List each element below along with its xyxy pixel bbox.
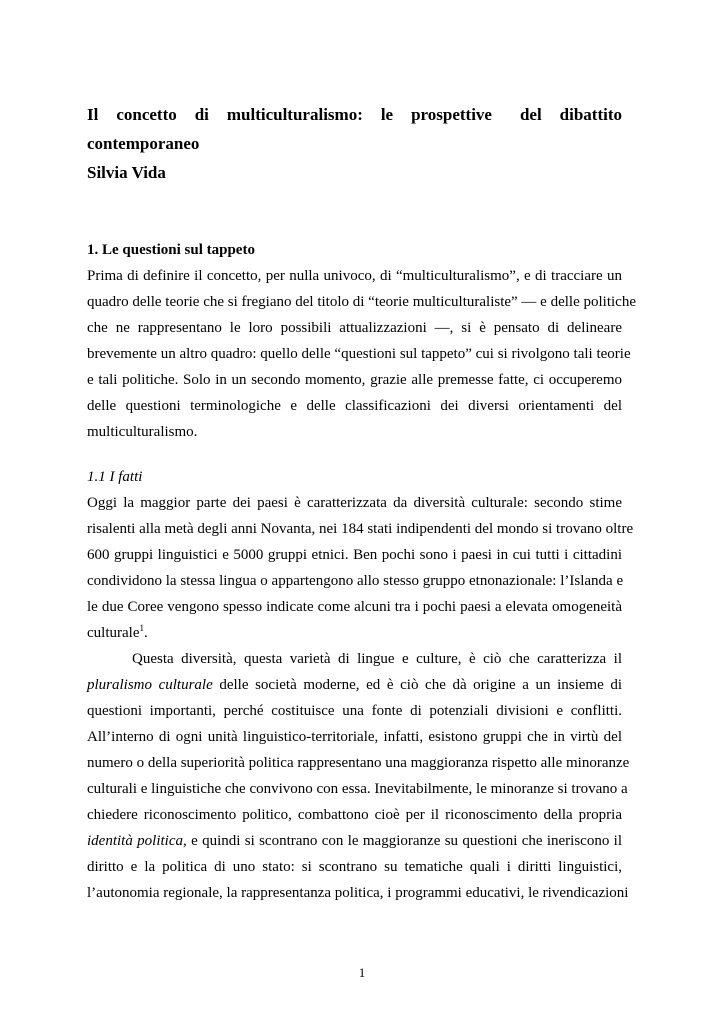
paragraph-line: e tali politiche. Solo in un secondo momento, grazie alle premesse fatte, ci occuperemo [87, 372, 622, 388]
paragraph-line: All’interno di ogni unità linguistico-territoriale, infatti, esistono gruppi che in virtù del [87, 729, 622, 745]
title-word: concetto [116, 105, 177, 124]
paragraph-line [87, 672, 622, 698]
paragraph-line: che ne rappresentano le loro possibili attualizzazioni —, si è pensato di delineare [87, 320, 622, 336]
section-1 [87, 237, 636, 445]
document-title [87, 100, 622, 187]
subsection-heading: 1.1 I fatti [87, 469, 143, 485]
paragraph-line [87, 620, 622, 646]
title-word: dibattito [559, 105, 622, 124]
paragraph-text: , e quindi si scontrano con le maggioranze su questioni che ineriscono il [183, 833, 622, 849]
paragraph-text: . [143, 625, 148, 641]
title-word: Il [87, 105, 99, 124]
italic-term: identità politica [87, 833, 183, 849]
paragraph-text: delle società moderne, ed è ciò che dà origine a un insieme di [212, 677, 623, 693]
paragraph-line: 600 gruppi linguistici e 5000 gruppi etnici. Ben pochi sono i paesi in cui tutti i cittadini [87, 547, 622, 563]
italic-term: pluralismo culturale [87, 677, 213, 693]
title-word: di [194, 105, 209, 124]
paragraph-line: condividono la stessa lingua o appartengono allo stesso gruppo etnonazionale: l’Islanda e [87, 573, 624, 589]
section-heading: 1. Le questioni sul tappeto [87, 242, 255, 258]
title-word: le [380, 105, 394, 124]
paragraph-line: diritto e la politica di uno stato: si scontrano su tematiche quali i diritti linguistici, [87, 859, 622, 875]
title-line-1 [87, 100, 622, 129]
paragraph-line: numero o della superiorità politica rappresentano una maggioranza rispetto alle minoranze [87, 755, 630, 771]
paragraph-line: Prima di definire il concetto, per nulla univoco, di “multiculturalismo”, e di tracciare un [87, 268, 622, 284]
title-word: multiculturalismo: [226, 105, 363, 124]
author-name: Silvia Vida [87, 163, 166, 182]
paragraph-line: questioni importanti, perché costituisce una fonte di potenziali divisioni e conflitti. [87, 703, 622, 719]
paragraph-line: risalenti alla metà degli anni Novanta, nei 184 stati indipendenti del mondo si trovano oltre [87, 521, 634, 537]
title-word: prospettive [411, 105, 492, 124]
paragraph-line: le due Coree vengono spesso indicate come alcuni tra i pochi paesi a elevata omogeneità [87, 599, 622, 615]
paragraph-line: l’autonomia regionale, la rappresentanza politica, i programmi educativi, le rivendicazioni [87, 885, 629, 901]
paragraph-line [87, 828, 622, 854]
footnote-marker[interactable]: 1 [139, 623, 144, 633]
paragraph-line: multiculturalismo. [87, 424, 198, 440]
paragraph-line: chiedere riconoscimento politico, combattono cioè per il riconoscimento della propria [87, 807, 622, 823]
section-1-1 [87, 464, 634, 906]
title-line-2: contemporaneo [87, 134, 200, 153]
paragraph-line: Questa diversità, questa varietà di lingue e culture, è ciò che caratterizza il [132, 651, 622, 667]
title-word: del [519, 105, 542, 124]
paragraph-text: culturale [87, 625, 140, 641]
paragraph-line: brevemente un altro quadro: quello delle “questioni sul tappeto” cui si rivolgono tali teorie [87, 346, 631, 362]
paragraph-line: delle questioni terminologiche e delle classificazioni dei diversi orientamenti del [87, 398, 622, 414]
page-number: 1 [358, 965, 366, 980]
paragraph-line: Oggi la maggior parte dei paesi è caratterizzata da diversità culturale: secondo stime [87, 495, 622, 511]
paragraph-line: quadro delle teorie che si fregiano del titolo di “teorie multiculturaliste” — e delle politiche [87, 294, 636, 310]
paragraph-line: culturali e linguistiche che convivono con essa. Inevitabilmente, le minoranze si trovano a [87, 781, 628, 797]
